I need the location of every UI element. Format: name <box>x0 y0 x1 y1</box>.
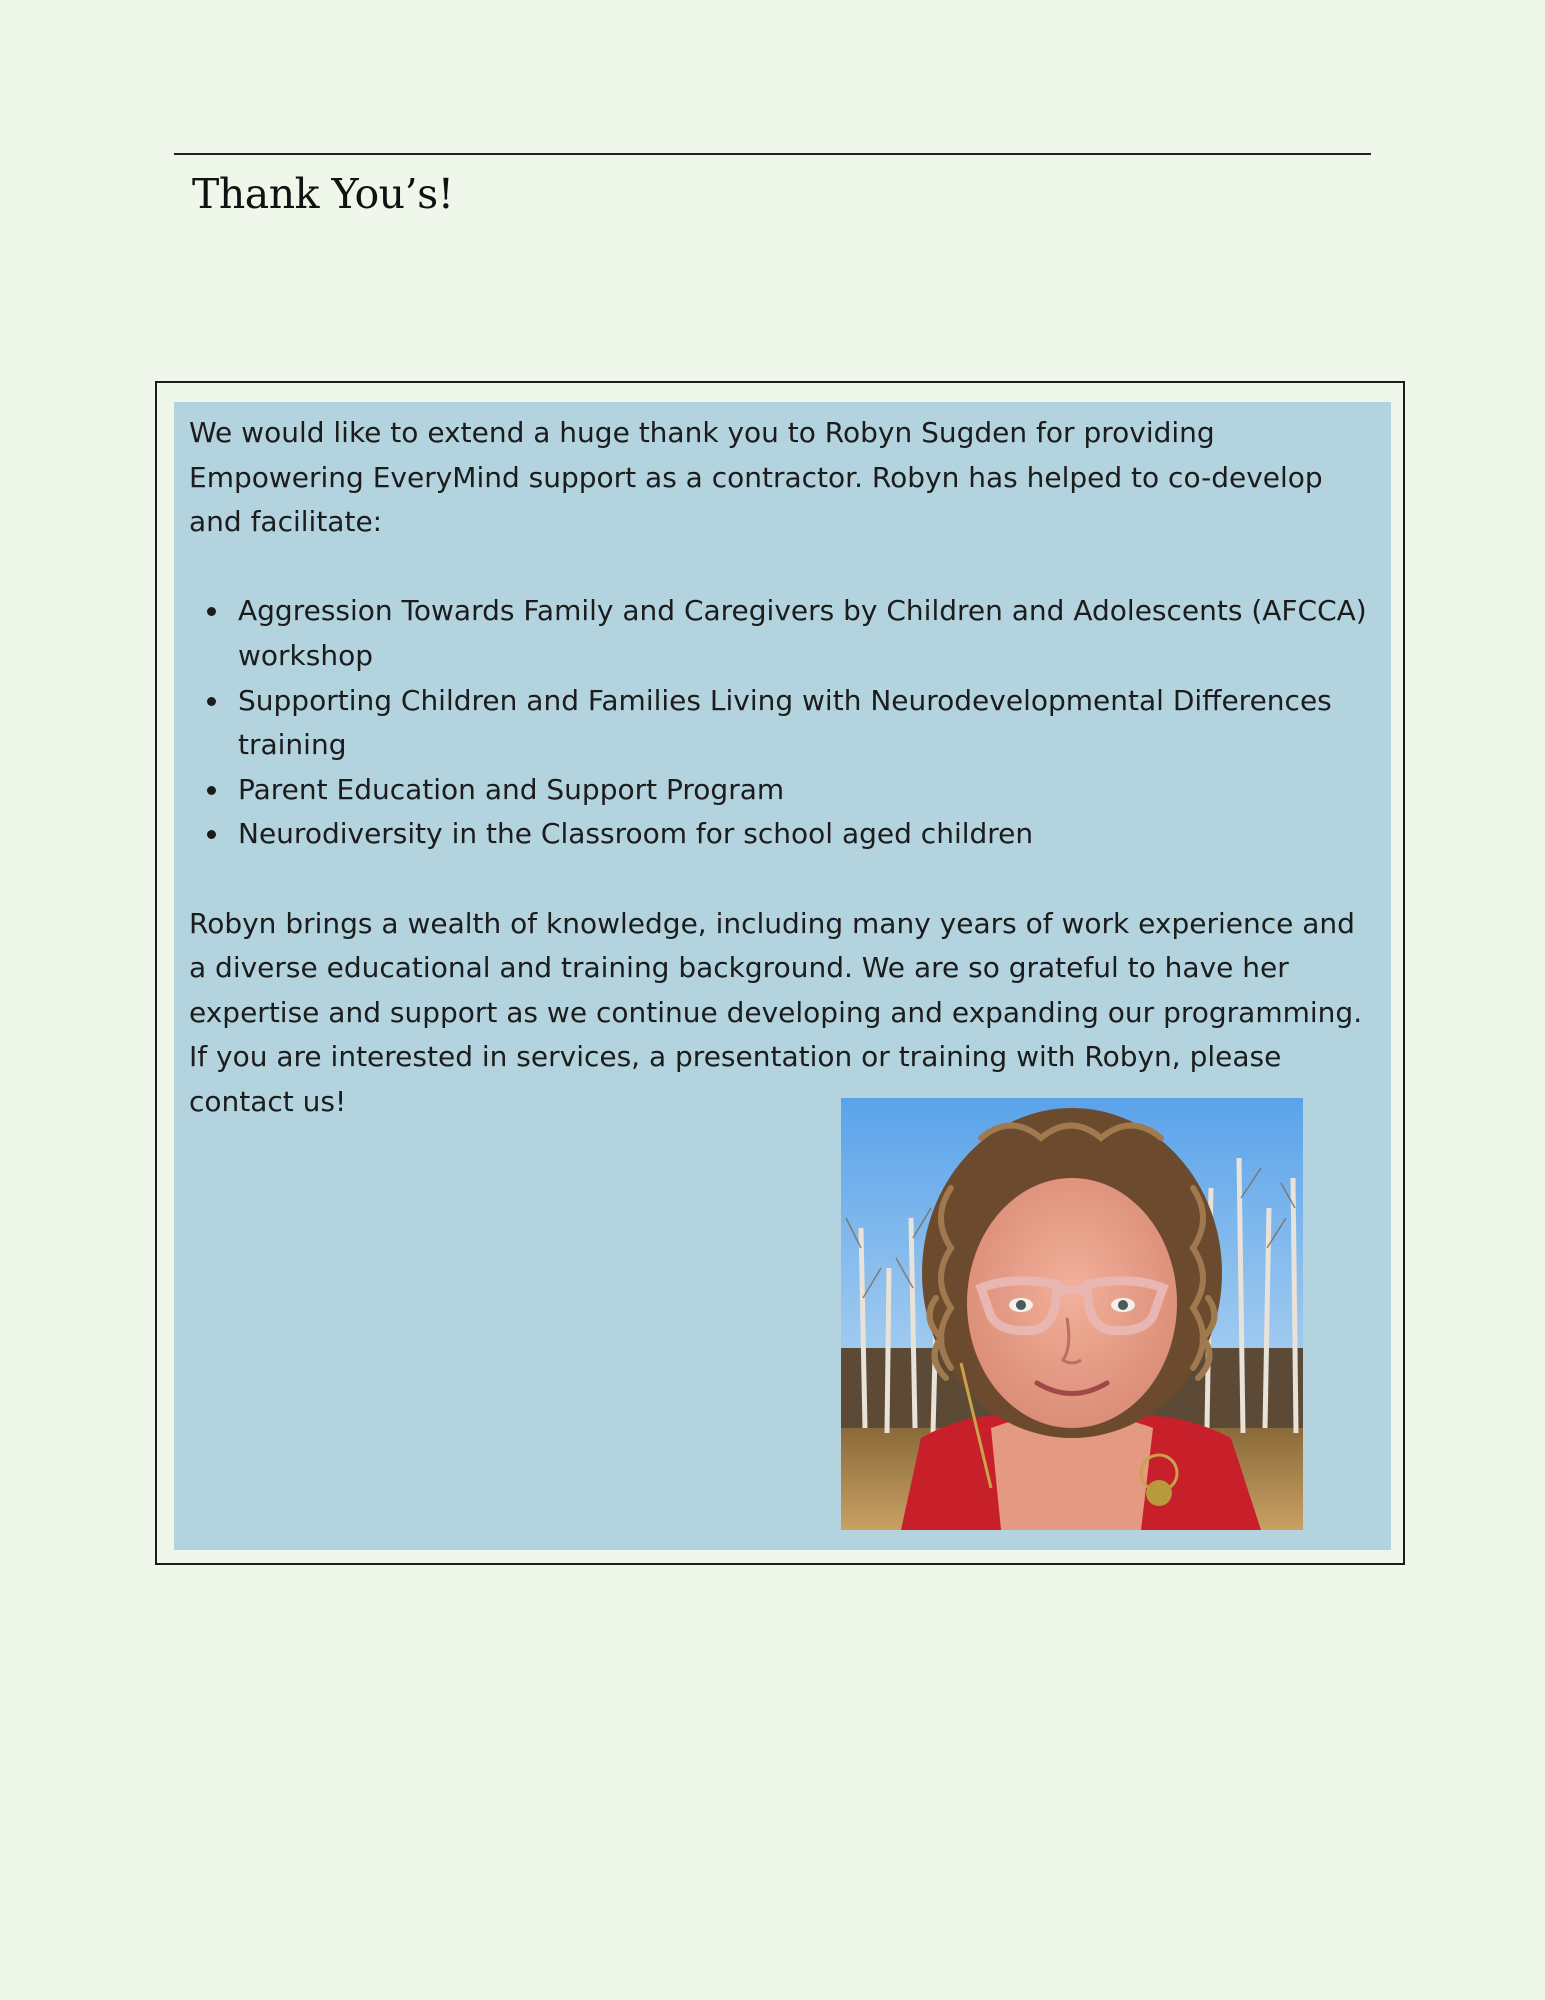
bullet-icon <box>207 697 216 706</box>
list-item-text: Parent Education and Support Program <box>238 772 785 806</box>
list-item-text: Aggression Towards Family and Caregivers by Children and Adolescents (AFCCA) workshop <box>238 594 1367 672</box>
list-item <box>189 768 1369 813</box>
panel-text <box>189 411 1369 1125</box>
list-item-text: Neurodiversity in the Classroom for school aged children <box>238 817 1034 851</box>
bullet-icon <box>207 830 216 839</box>
program-list <box>189 589 1369 857</box>
bullet-icon <box>207 786 216 795</box>
intro-paragraph: We would like to extend a huge thank you to Robyn Sugden for providing Empowering EveryMind support as a contractor. Robyn has helped to co-develop and facilitate: <box>189 416 1323 539</box>
list-item <box>189 679 1369 768</box>
header-rule <box>174 153 1371 155</box>
bullet-icon <box>207 607 216 616</box>
content-panel <box>174 402 1391 1550</box>
list-item <box>189 812 1369 857</box>
portrait-photo <box>841 1098 1303 1530</box>
list-item-text: Supporting Children and Families Living with Neurodevelopmental Differences training <box>238 683 1332 762</box>
closing-paragraph: Robyn brings a wealth of knowledge, including many years of work experience and a diverse educational and training background. We are so grateful to have her expertise and support as we continue developing and expanding our programming. If you are interested in services, a presentation or training with Robyn, please contact us! <box>189 906 1363 1118</box>
page-title: Thank You’s! <box>192 170 454 218</box>
list-item <box>189 589 1369 678</box>
